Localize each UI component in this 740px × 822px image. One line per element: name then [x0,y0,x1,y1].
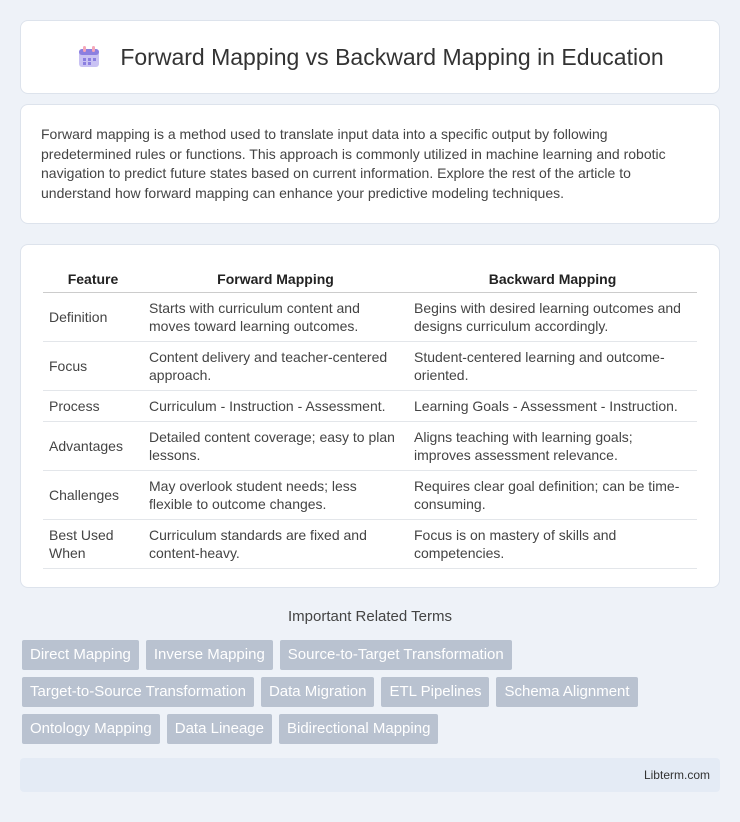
header-card [20,20,720,94]
related-term-tag[interactable]: Source-to-Target Transformation [280,640,512,670]
related-term-tag[interactable]: Target-to-Source Transformation [22,677,254,707]
table-cell: Aligns teaching with learning goals; improves assessment relevance. [408,422,697,471]
table-cell: Learning Goals - Assessment - Instruction. [408,391,697,422]
table-cell: Challenges [43,471,143,520]
comparison-table [43,265,697,569]
table-row [43,391,697,422]
table-cell: Definition [43,293,143,342]
table-cell: Best Used When [43,520,143,569]
table-cell: Detailed content coverage; easy to plan lessons. [143,422,408,471]
footer [20,758,720,792]
table-row [43,471,697,520]
table-cell: Begins with desired learning outcomes and designs curriculum accordingly. [408,293,697,342]
table-cell: May overlook student needs; less flexible to outcome changes. [143,471,408,520]
table-cell: Curriculum standards are fixed and content-heavy. [143,520,408,569]
related-term-tag[interactable]: Data Migration [261,677,375,707]
related-term-tag[interactable]: Bidirectional Mapping [279,714,438,744]
table-row [43,520,697,569]
calendar-icon [76,44,102,70]
related-term-tag[interactable]: Ontology Mapping [22,714,160,744]
table-cell: Curriculum - Instruction - Assessment. [143,391,408,422]
related-terms-title: Important Related Terms [288,608,452,625]
table-cell: Starts with curriculum content and moves toward learning outcomes. [143,293,408,342]
table-row [43,422,697,471]
table-cell: Student-centered learning and outcome-oriented. [408,342,697,391]
table-row [43,293,697,342]
table-header-forward: Forward Mapping [143,265,408,293]
table-cell: Focus is on mastery of skills and competencies. [408,520,697,569]
intro-card [20,104,720,224]
related-term-tag[interactable]: Data Lineage [167,714,272,744]
table-cell: Advantages [43,422,143,471]
table-cell: Process [43,391,143,422]
intro-text: Forward mapping is a method used to translate input data into a specific output by following predetermined rules or functions. This approach is commonly utilized in machine learning and robotic navigation to predict future states based on current information. Explore the rest of the article to understand how forward mapping can enhance your predictive modeling techniques. [41,126,666,201]
related-term-tag[interactable]: Schema Alignment [496,677,637,707]
table-cell: Requires clear goal definition; can be time-consuming. [408,471,697,520]
table-cell: Focus [43,342,143,391]
related-term-tag[interactable]: Direct Mapping [22,640,139,670]
table-header-feature: Feature [43,265,143,293]
page-title: Forward Mapping vs Backward Mapping in Education [120,43,664,70]
related-term-tag[interactable]: ETL Pipelines [381,677,489,707]
related-terms-list [22,640,722,751]
table-cell: Content delivery and teacher-centered approach. [143,342,408,391]
comparison-table-card [20,244,720,588]
footer-site-link[interactable]: Libterm.com [643,768,710,782]
table-header-backward: Backward Mapping [408,265,697,293]
table-row [43,342,697,391]
related-term-tag[interactable]: Inverse Mapping [146,640,273,670]
